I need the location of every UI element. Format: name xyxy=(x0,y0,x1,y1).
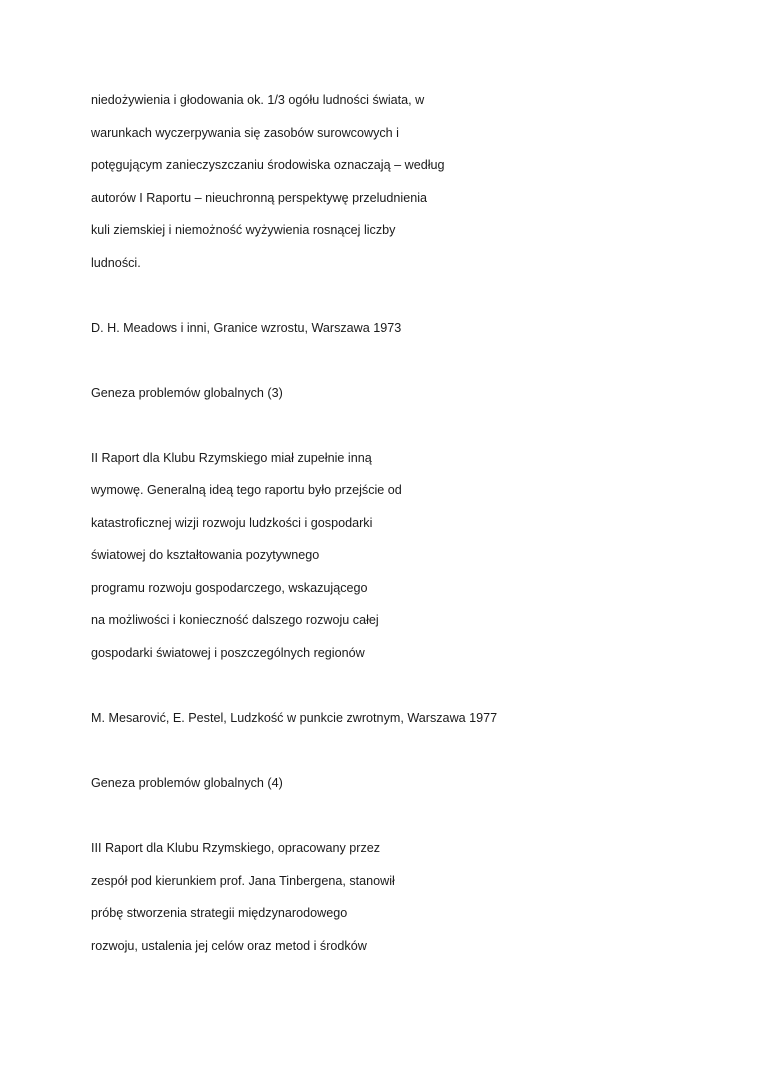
paragraph-line: wymowę. Generalną ideą tego raportu było przejście od xyxy=(91,483,402,497)
paragraph-line: II Raport dla Klubu Rzymskiego miał zupełnie inną xyxy=(91,451,372,465)
paragraph-line: ludności. xyxy=(91,256,141,270)
section-heading: Geneza problemów globalnych (3) xyxy=(91,386,283,400)
section-heading: Geneza problemów globalnych (4) xyxy=(91,776,283,790)
paragraph-line: rozwoju, ustalenia jej celów oraz metod i środków xyxy=(91,939,367,953)
citation: D. H. Meadows i inni, Granice wzrostu, Warszawa 1973 xyxy=(91,321,402,335)
paragraph-line: niedożywienia i głodowania ok. 1/3 ogółu ludności świata, w xyxy=(91,93,425,107)
paragraph-line: światowej do kształtowania pozytywnego xyxy=(91,548,320,562)
paragraph-line: na możliwości i konieczność dalszego rozwoju całej xyxy=(91,613,379,627)
paragraph-line: potęgującym zanieczyszczaniu środowiska oznaczają – według xyxy=(91,158,445,172)
paragraph-line: programu rozwoju gospodarczego, wskazującego xyxy=(91,581,368,595)
citation: M. Mesarović, E. Pestel, Ludzkość w punkcie zwrotnym, Warszawa 1977 xyxy=(91,711,498,725)
paragraph-line: autorów I Raportu – nieuchronną perspektywę przeludnienia xyxy=(91,191,428,205)
paragraph-line: zespół pod kierunkiem prof. Jana Tinbergena, stanowił xyxy=(91,874,395,888)
paragraph-line: próbę stworzenia strategii międzynarodowego xyxy=(91,906,348,920)
paragraph-line: III Raport dla Klubu Rzymskiego, opracowany przez xyxy=(91,841,381,855)
paragraph-line: kuli ziemskiej i niemożność wyżywienia rosnącej liczby xyxy=(91,223,396,237)
paragraph-line: gospodarki światowej i poszczególnych regionów xyxy=(91,646,365,660)
paragraph-line: katastroficznej wizji rozwoju ludzkości i gospodarki xyxy=(91,516,373,530)
paragraph-line: warunkach wyczerpywania się zasobów surowcowych i xyxy=(91,126,399,140)
